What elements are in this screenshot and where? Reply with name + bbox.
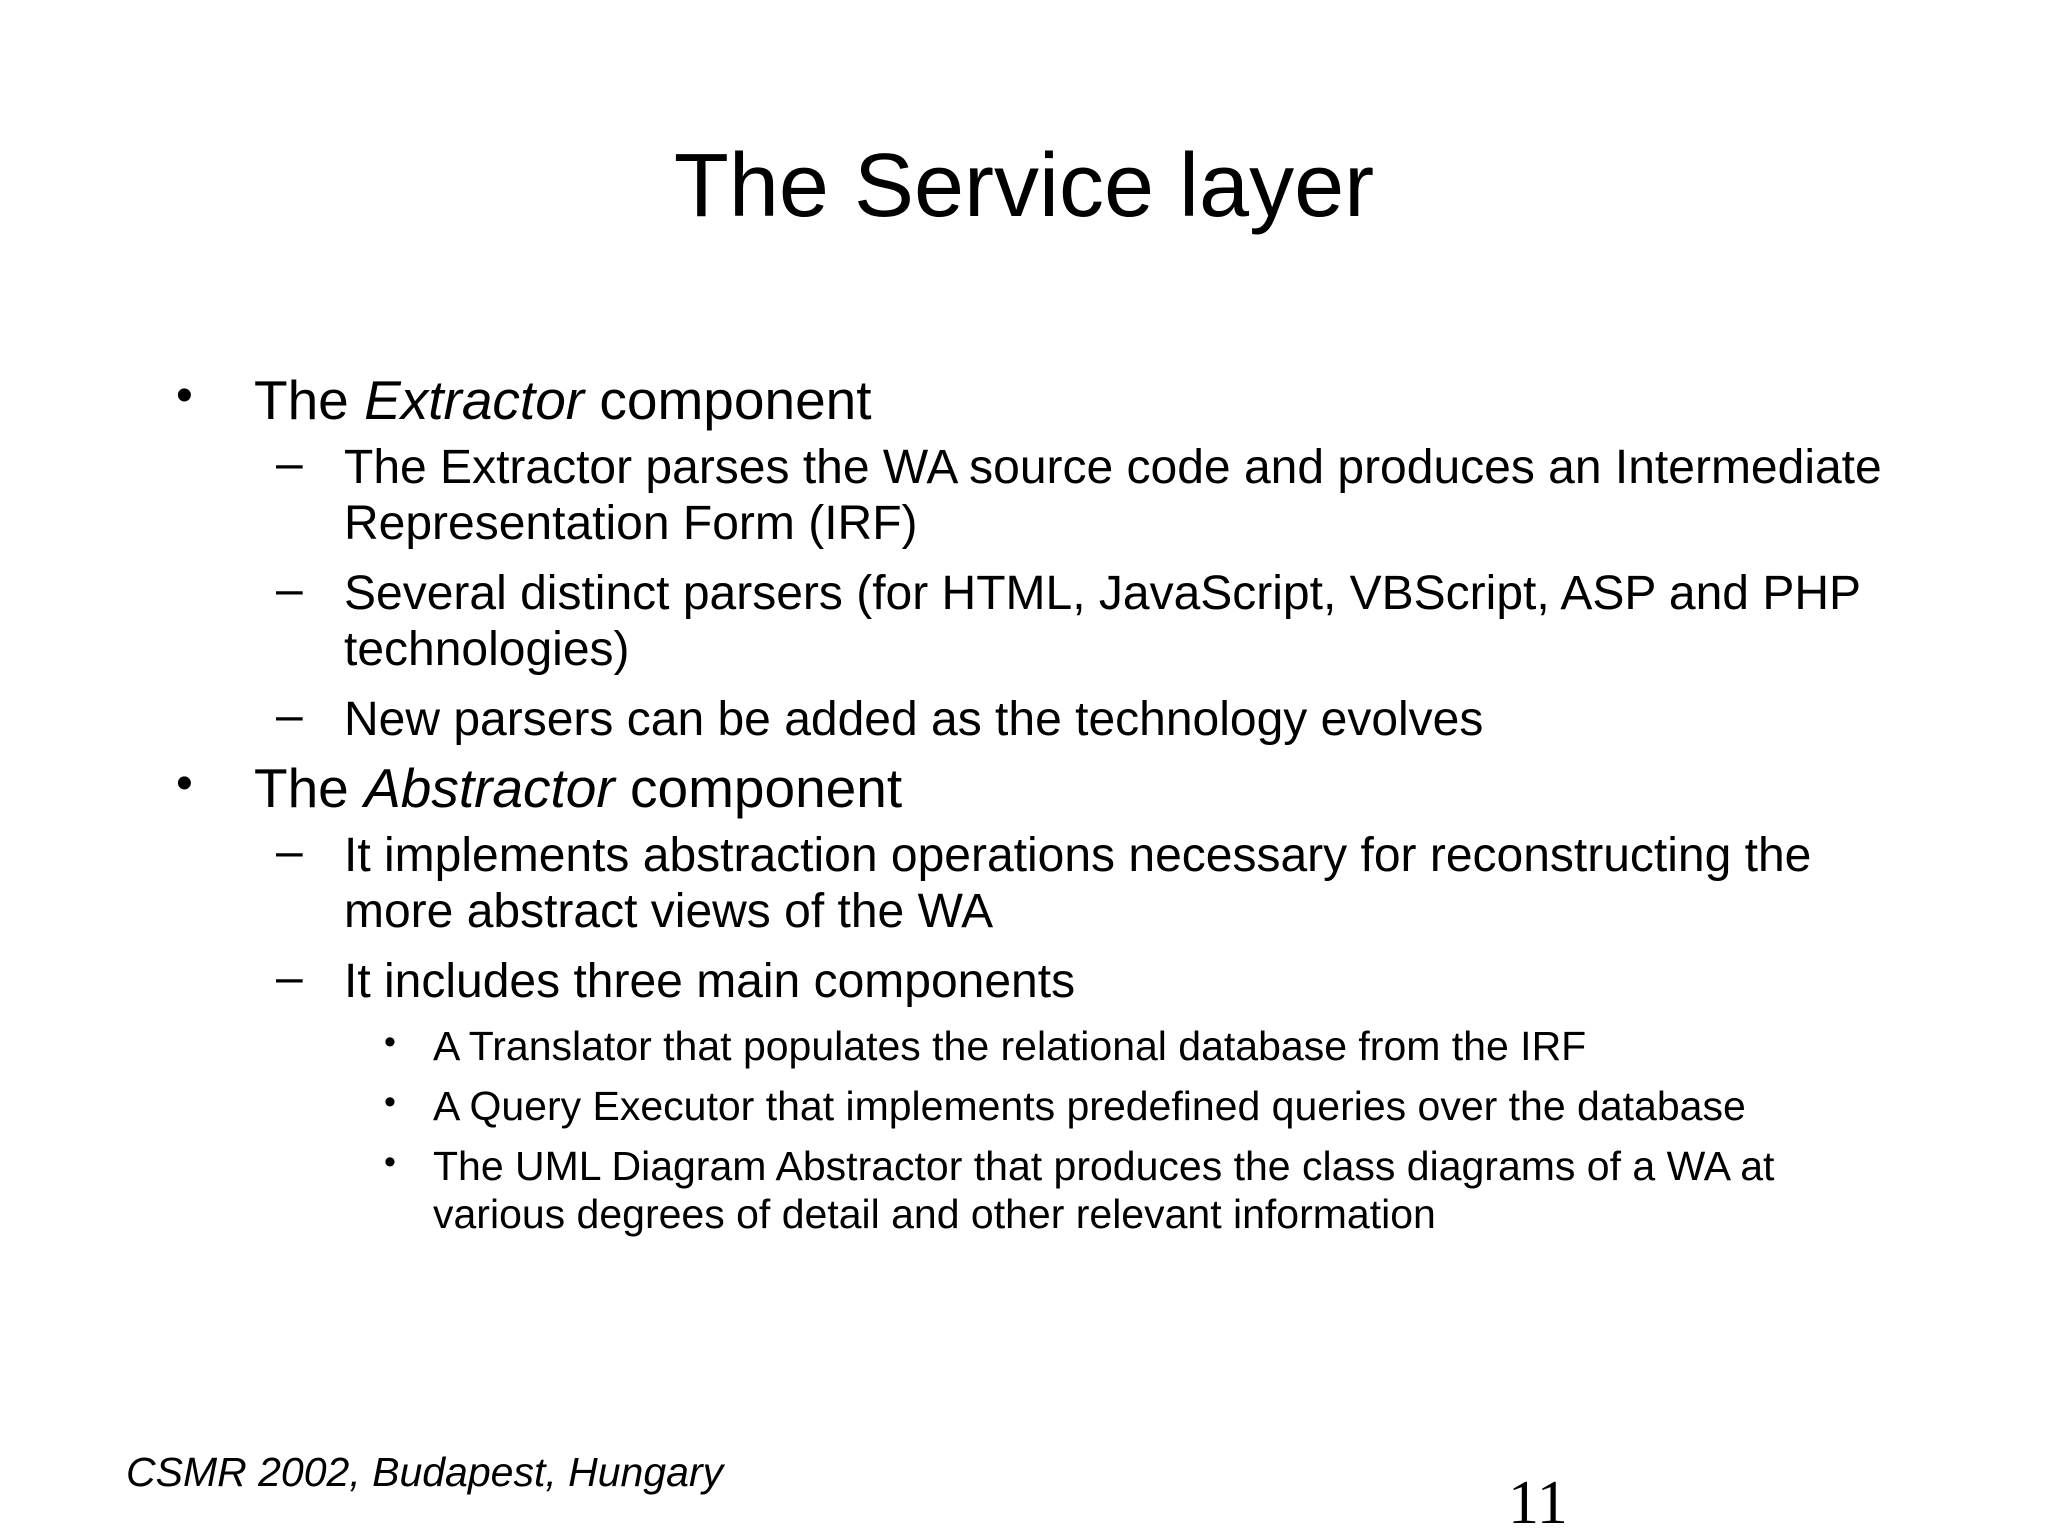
subbullet-extractor-parses bbox=[170, 437, 1910, 552]
subbullet-three-components bbox=[170, 951, 1910, 1010]
subbullet-new-parsers bbox=[170, 689, 1910, 748]
bullet-suffix: component bbox=[614, 757, 903, 819]
dash-marker: – bbox=[276, 563, 303, 616]
small-bullet-marker: • bbox=[384, 1143, 396, 1181]
bullet-marker: • bbox=[176, 757, 193, 810]
subbullet-text: Several distinct parsers (for HTML, JavaScript, VBScript, ASP and PHP technologies) bbox=[344, 567, 1861, 676]
page-number: 11 bbox=[1508, 1469, 1568, 1537]
subbullet-text: New parsers can be added as the technology evolves bbox=[344, 693, 1484, 746]
subsubbullet-text: The UML Diagram Abstractor that produces the class diagrams of a WA at various degrees of detail and other relevant information bbox=[433, 1143, 1775, 1237]
subbullet-text: It includes three main components bbox=[344, 955, 1076, 1008]
subbullet-several-parsers bbox=[170, 563, 1910, 678]
slide-content bbox=[170, 368, 1910, 1238]
subsubbullet-text: A Translator that populates the relational database from the IRF bbox=[433, 1023, 1587, 1069]
small-bullet-marker: • bbox=[384, 1083, 396, 1121]
subsubbullet-text: A Query Executor that implements predefined queries over the database bbox=[433, 1083, 1746, 1129]
slide-title: The Service layer bbox=[673, 136, 1375, 236]
bullet-abstractor bbox=[170, 756, 1910, 820]
small-bullet-marker: • bbox=[384, 1023, 396, 1061]
bullet-prefix: The bbox=[254, 757, 365, 819]
subbullet-text: It implements abstraction operations necessary for reconstructing the more abstract views of the WA bbox=[344, 829, 1812, 938]
dash-marker: – bbox=[276, 689, 303, 742]
subbullet-abstraction-operations bbox=[170, 825, 1910, 940]
bullet-prefix: The bbox=[254, 369, 365, 431]
subsubbullet-query-executor bbox=[170, 1082, 1910, 1130]
bullet-emphasis: Abstractor bbox=[364, 757, 615, 819]
subsubbullet-translator bbox=[170, 1022, 1910, 1070]
bullet-extractor bbox=[170, 368, 1910, 432]
subbullet-text: The Extractor parses the WA source code and produces an Intermediate Representation Form (IRF) bbox=[344, 441, 1882, 550]
dash-marker: – bbox=[276, 437, 303, 490]
bullet-marker: • bbox=[176, 369, 193, 422]
footer-conference: CSMR 2002, Budapest, Hungary bbox=[126, 1449, 724, 1495]
dash-marker: – bbox=[276, 951, 303, 1004]
bullet-suffix: component bbox=[584, 369, 872, 431]
bullet-emphasis: Extractor bbox=[364, 369, 585, 431]
dash-marker: – bbox=[276, 825, 303, 878]
subsubbullet-uml-abstractor bbox=[170, 1142, 1910, 1238]
